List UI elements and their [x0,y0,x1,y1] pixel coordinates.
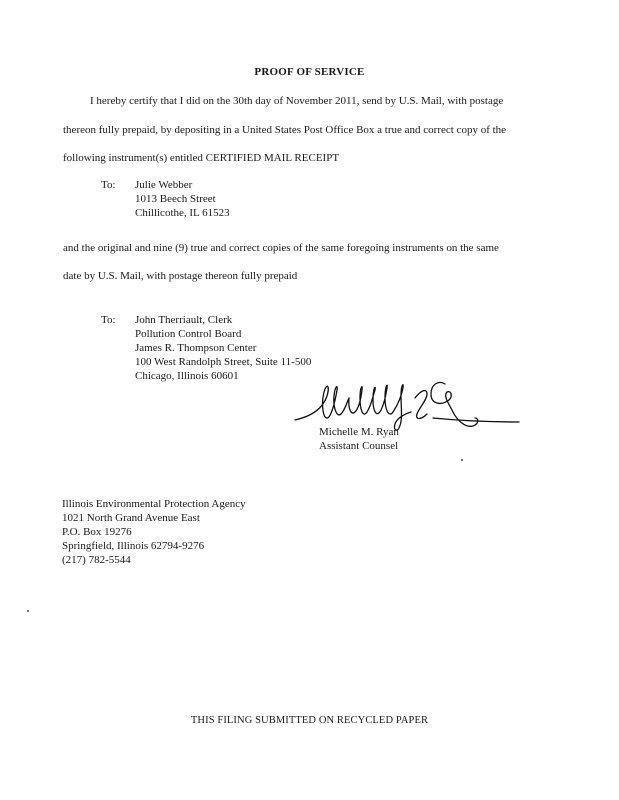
signer-title: Assistant Counsel [319,440,399,452]
original-copies-line-2: date by U.S. Mail, with postage thereon fully prepaid [63,270,298,282]
clerk-address-block [135,313,311,383]
clerk-city: Chicago, Illinois 60601 [135,370,239,382]
certification-line-1: I hereby certify that I did on the 30th day of November 2011, send by U.S. Mail, with postage [90,95,504,107]
certification-line-2: thereon fully prepaid, by depositing in a United States Post Office Box a true and correct copy of the [63,124,507,136]
scan-speck [27,610,29,612]
recipient-to-label: To: [101,179,116,191]
agency-phone: (217) 782-5544 [62,554,131,566]
agency-po-box: P.O. Box 19276 [62,526,132,538]
clerk-street: 100 West Randolph Street, Suite 11-500 [135,356,312,368]
signer-block [319,425,399,453]
clerk-name: John Therriault, Clerk [135,314,233,326]
agency-address-block [62,497,246,567]
clerk-to-label: To: [101,314,116,326]
signer-name: Michelle M. Ryan [319,426,399,438]
agency-name: Illinois Environmental Protection Agency [62,498,246,510]
recipient-name: Julie Webber [135,179,193,191]
agency-street: 1021 North Grand Avenue East [62,512,200,524]
recipient-address-block [135,178,230,220]
certification-line-3: following instrument(s) entitled CERTIFIED MAIL RECEIPT [63,152,340,164]
agency-city: Springfield, Illinois 62794-9276 [62,540,205,552]
clerk-center: James R. Thompson Center [135,342,257,354]
original-copies-line-1: and the original and nine (9) true and correct copies of the same foregoing instruments on the same [63,242,499,254]
scan-speck [461,459,463,461]
clerk-board: Pollution Control Board [135,328,242,340]
recipient-street: 1013 Beech Street [135,193,216,205]
recycled-paper-footer: THIS FILING SUBMITTED ON RECYCLED PAPER [190,715,429,726]
page-title: PROOF OF SERVICE [254,66,365,78]
recipient-city: Chillicothe, IL 61523 [135,207,230,219]
